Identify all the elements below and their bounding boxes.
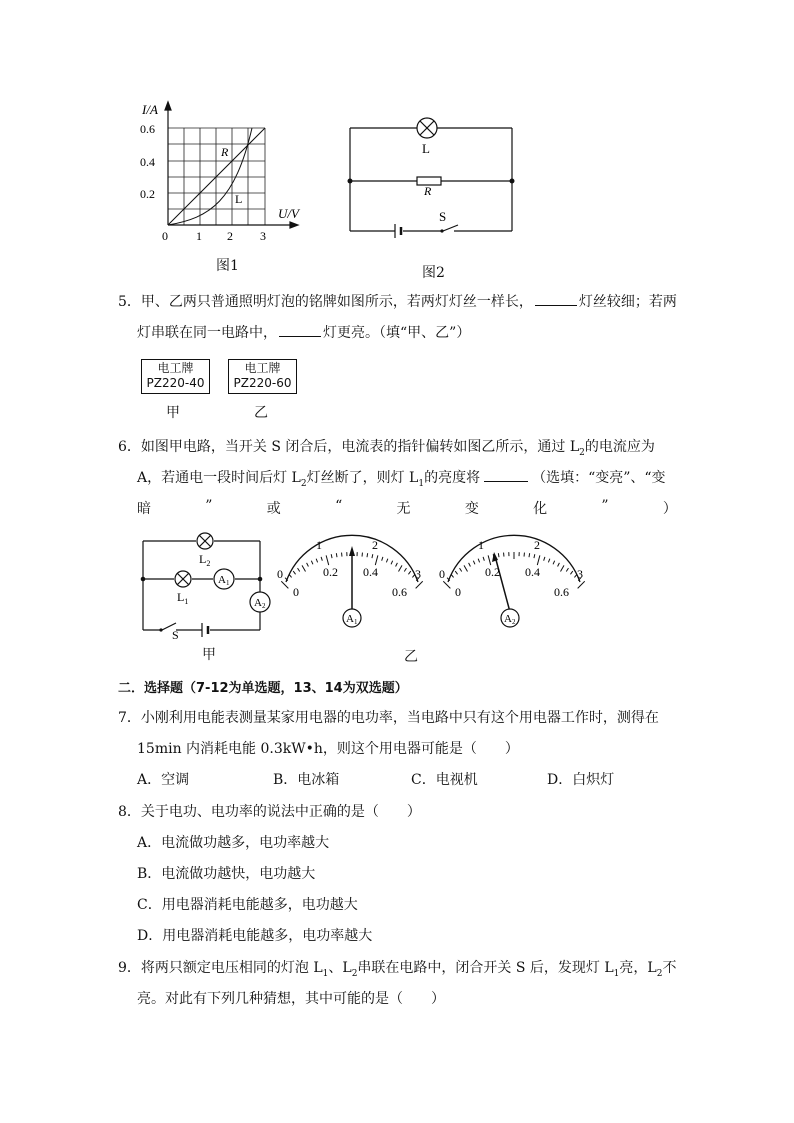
- bottom-tick: 0.4: [363, 565, 378, 579]
- nameplate-jia-caption: 甲: [166, 405, 180, 421]
- dial-tick: [455, 571, 457, 574]
- dial-tick: [293, 571, 295, 574]
- dial-tick: [570, 571, 572, 574]
- meter2-label: A: [504, 613, 512, 625]
- nameplate-yi-caption: 乙: [254, 405, 268, 421]
- dial-tick: [375, 555, 378, 565]
- dial-tick: [399, 565, 403, 571]
- q7-option-a[interactable]: A．空调: [137, 772, 190, 788]
- lamp-label: L: [422, 141, 430, 156]
- circuit-jia: [138, 528, 278, 640]
- lamp-L1-symbol: [175, 571, 191, 587]
- figure-2-caption: 图2: [422, 265, 445, 281]
- dial-tick: [478, 559, 479, 563]
- dial-tick: [558, 563, 560, 567]
- q9-line-2: 亮。对此有下列几种猜想，其中可能的是（ ）: [137, 991, 445, 1007]
- figure-1-caption: 图1: [216, 258, 239, 274]
- dial-tick: [460, 568, 462, 571]
- svg-text:L2: $L_2$: [199, 552, 211, 568]
- dial-tick: [372, 554, 373, 558]
- q7-line-2: 15min 内消耗电能 0.3kW•h，则这个用电器可能是（ ）: [137, 741, 519, 757]
- dial-tick: [443, 581, 450, 588]
- q6-line-2: A，若通电一段时间后灯 $L_2$灯丝断了，则灯 $L_1$的亮度将 （选填：“变亮”、“变: [137, 470, 666, 489]
- switch-label: S: [439, 209, 447, 224]
- y-tick: 0.6: [140, 122, 155, 136]
- q8-option-a[interactable]: A．电流做功越多，电功率越大: [137, 835, 330, 851]
- dial-tick: [311, 561, 313, 565]
- dial-tick: [316, 559, 317, 563]
- q7-line-1: 7．小刚利用电能表测量某家用电器的电功率，当电路中只有这个用电器工作时，测得在: [118, 710, 659, 726]
- q8-stem: 8．关于电功、电功率的说法中正确的是（ ）: [118, 804, 421, 820]
- meter1-label: A: [346, 613, 354, 625]
- dial-tick: [307, 563, 309, 567]
- label-L1: L: [177, 590, 185, 604]
- answer-blank[interactable]: [484, 469, 528, 482]
- top-tick: 1: [478, 538, 484, 552]
- lamp-curve-L: [168, 128, 252, 225]
- x-tick: 0: [162, 229, 168, 243]
- dial-tick: [326, 555, 329, 565]
- dial-tick: [464, 565, 468, 571]
- svg-text:A2: A2: [254, 597, 266, 610]
- dial-tick: [566, 568, 568, 571]
- x-tick: 2: [227, 229, 233, 243]
- bottom-tick: 0.2: [485, 565, 500, 579]
- q6-line-1: 6．如图甲电路，当开关 S 闭合后，电流表的指针偏转如图乙所示，通过 $L_2$的电流应为: [118, 439, 655, 458]
- svg-text:A2: A2: [504, 613, 516, 626]
- q9-line-1: 9．将两只额定电压相同的灯泡 $L_1$、$L_2$串联在电路中，闭合开关 S 后，发现灯 $L_1$亮，$L_2$不: [118, 960, 677, 979]
- x-axis-label: U/V: [278, 206, 299, 221]
- label-A2: A: [254, 597, 262, 609]
- svg-text:A1: A1: [346, 613, 358, 626]
- lamp-L-symbol: [417, 118, 437, 138]
- q8-option-b[interactable]: B．电流做功越快，电功越大: [137, 866, 316, 882]
- top-tick: 2: [372, 538, 378, 552]
- dial-tick: [548, 559, 549, 563]
- svg-text:A1: A1: [218, 574, 230, 587]
- dial-tick: [408, 571, 410, 574]
- dial-tick: [331, 554, 332, 558]
- resistor-label: R: [424, 184, 432, 198]
- q7-option-b[interactable]: B．电冰箱: [273, 772, 340, 788]
- section-2-title: 二．选择题（7-12为单选题，13、14为双选题）: [118, 681, 408, 696]
- q8-option-d[interactable]: D．用电器消耗电能越多，电功率越大: [137, 928, 373, 944]
- dial-tick: [451, 574, 454, 577]
- dial-tick: [534, 554, 535, 558]
- dial-tick: [529, 553, 530, 557]
- top-tick: 0: [439, 567, 445, 581]
- nameplate-yi: 电工牌 PZ220-60: [228, 359, 297, 394]
- q7-option-c[interactable]: C．电视机: [411, 772, 478, 788]
- bottom-tick: 0.2: [323, 565, 338, 579]
- q6-line-3: 暗 ” 或 “ 无 变 化 ” ）: [137, 498, 677, 517]
- curve-label-R: R: [221, 145, 229, 159]
- svg-text:L1: $L_1$: [177, 590, 189, 606]
- top-tick: 0: [277, 567, 283, 581]
- q8-option-c[interactable]: C．用电器消耗电能越多，电功越大: [137, 897, 358, 913]
- curve-label-L: L: [235, 192, 243, 206]
- y-axis-label: I/A: [142, 102, 158, 117]
- dial-tick: [473, 561, 475, 565]
- y-tick: 0.4: [140, 155, 155, 169]
- dial-tick: [391, 561, 393, 565]
- dial-tick: [488, 555, 491, 565]
- bottom-tick: 0.6: [392, 585, 407, 599]
- figure-2-circuit: [340, 110, 520, 240]
- y-tick: 0.2: [140, 187, 155, 201]
- dial-tick: [302, 565, 306, 571]
- dial-tick: [289, 574, 292, 577]
- x-tick: 1: [196, 229, 202, 243]
- dial-scale: [443, 535, 584, 588]
- label-A1: A: [218, 574, 226, 586]
- battery-symbol: [202, 623, 208, 637]
- ammeter-2-dial: [434, 530, 594, 630]
- circuit-jia-caption: 甲: [202, 647, 216, 663]
- dial-tick: [578, 581, 585, 588]
- dial-tick: [367, 553, 368, 557]
- dial-tick: [321, 557, 322, 561]
- battery-symbol: [395, 224, 401, 238]
- dial-tick: [404, 568, 406, 571]
- q7-option-d[interactable]: D．白炽灯: [547, 772, 615, 788]
- lamp-L2-symbol: [197, 533, 213, 549]
- meters-caption: 乙: [404, 649, 418, 665]
- dial-tick: [498, 553, 499, 557]
- top-tick: 3: [415, 567, 421, 581]
- figure-1-graph: [130, 96, 310, 246]
- dial-tick: [416, 581, 423, 588]
- nameplate-jia: 电工牌 PZ220-40: [141, 359, 210, 394]
- dial-tick: [281, 581, 288, 588]
- dial-tick: [386, 559, 387, 563]
- bottom-tick: 0.4: [525, 565, 540, 579]
- dial-tick: [336, 553, 337, 557]
- dial-tick: [537, 555, 540, 565]
- dial-tick: [561, 565, 565, 571]
- dial-tick: [544, 557, 545, 561]
- resistor-line-R: [168, 128, 265, 225]
- dial-tick: [396, 563, 398, 567]
- top-tick: 1: [316, 538, 322, 552]
- dial-tick: [469, 563, 471, 567]
- x-tick: 3: [260, 229, 266, 243]
- bottom-tick: 0: [455, 585, 461, 599]
- label-S: S: [172, 628, 179, 640]
- top-tick: 2: [534, 538, 540, 552]
- label-L2: L: [199, 552, 207, 566]
- q5-line-1: 5．甲、乙两只普通照明灯泡的铭牌如图所示，若两灯灯丝一样长， 灯丝较细；若两: [118, 294, 677, 310]
- answer-blank[interactable]: [279, 324, 321, 337]
- answer-blank[interactable]: [535, 293, 577, 306]
- ammeter-1-dial: [272, 530, 432, 630]
- dial-tick: [382, 557, 383, 561]
- top-tick: 3: [577, 567, 583, 581]
- dial-tick: [553, 561, 555, 565]
- q5-line-2: 灯串联在同一电路中， 灯更亮。（填“甲、乙”）: [137, 325, 471, 341]
- dial-tick: [483, 557, 484, 561]
- bottom-tick: 0.6: [554, 585, 569, 599]
- bottom-tick: 0: [293, 585, 299, 599]
- dial-tick: [298, 568, 300, 571]
